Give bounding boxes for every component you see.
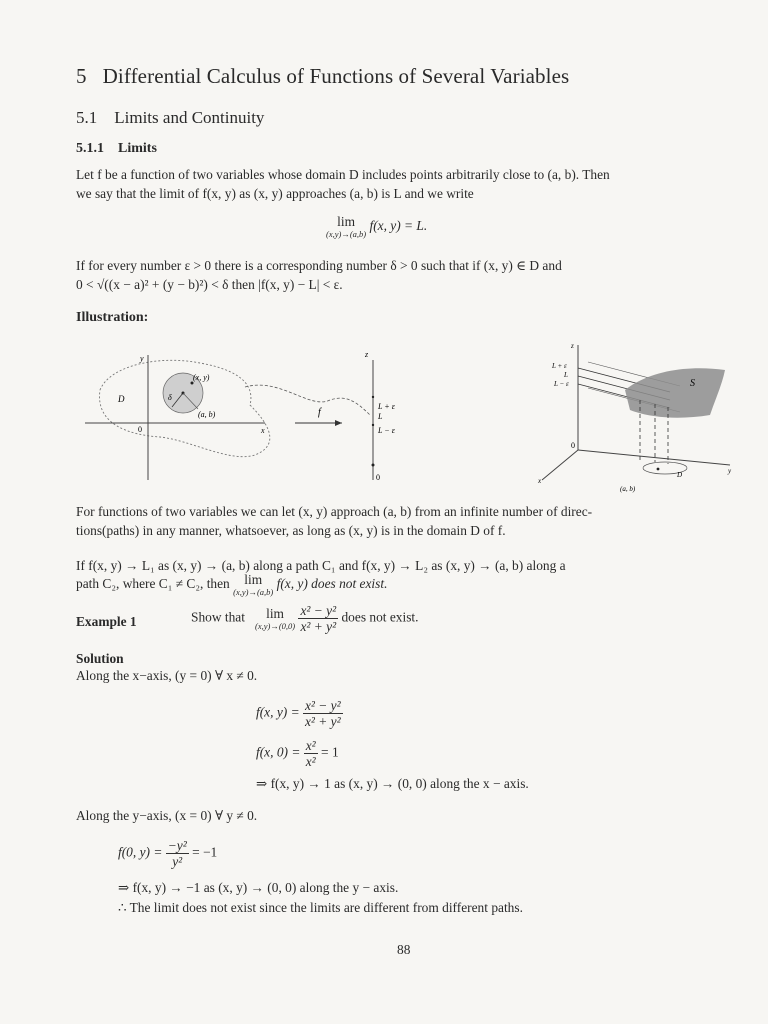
l-plus-label: L + ε: [378, 402, 395, 411]
f0y-denominator: y²: [172, 854, 183, 869]
origin-label: 0: [138, 425, 142, 434]
chapter-title-text: Differential Calculus of Functions of Several Variables: [102, 64, 570, 88]
rule-line-1: If f(x, y) → L₁ as (x, y) → (a, b) along a path C₁ and f(x, y) → L₂ as (x, y) → (a, b) along a: [76, 558, 566, 573]
f-arrowhead: [335, 420, 342, 426]
xy-label: (x, y): [193, 373, 210, 382]
example-tail: does not exist.: [341, 609, 419, 625]
subsection-title: [76, 141, 157, 157]
intro-line-2: we say that the limit of f(x, y) as (x, y) approaches (a, b) is L and we write: [76, 186, 474, 201]
fx0-lhs: f(x, 0) =: [256, 744, 301, 760]
l-minus-label: L − ε: [378, 426, 395, 435]
zero-label: 0: [376, 473, 380, 482]
fx0-denominator: x²: [305, 754, 316, 769]
z-label-3d: z: [571, 342, 574, 350]
l-minus-tick: [372, 424, 374, 426]
subsection-title-text: Limits: [118, 141, 157, 156]
fx0-numerator: x²: [305, 738, 316, 753]
rule-line-2-post: f(x, y) does not exist.: [276, 576, 388, 592]
section-number: 5.1: [76, 108, 98, 127]
illustration-heading: Illustration:: [76, 310, 149, 325]
chapter-number: 5: [76, 64, 87, 88]
lim-subscript: (x,y)→(a,b): [326, 229, 367, 239]
intro-line-1: Let f be a function of two variables whose domain D includes points arbitrarily close to (a, b). Then: [76, 167, 610, 182]
limit-operator: [326, 215, 366, 239]
fx0-rhs: = 1: [321, 744, 339, 760]
fx0-equation: [256, 738, 339, 769]
x-label-3d: x: [538, 477, 542, 485]
l-plus-label-3d: L + ε: [552, 362, 567, 370]
example-fraction: [298, 603, 338, 634]
illustration-right-figure: [530, 340, 745, 495]
example-limit: [255, 607, 295, 631]
l-minus-label-3d: L − ε: [554, 380, 569, 388]
example-lim-sub: (x,y)→(0,0): [254, 620, 296, 631]
limit-expression: f(x, y) = L.: [369, 218, 428, 234]
fxy-lhs: f(x, y) =: [256, 704, 300, 720]
delta-label: δ: [168, 393, 172, 402]
epsilon-line-2: 0 < √((x − a)² + (y − b)²) < δ then |f(x, y) − L| < ε.: [76, 277, 343, 292]
y-label: y: [140, 354, 144, 363]
x-label: x: [261, 426, 265, 435]
solution-heading: Solution: [76, 651, 124, 666]
final-conclusion: ∴ The limit does not exist since the limits are different from different paths.: [118, 900, 523, 915]
illustration-left-figure: [80, 345, 410, 485]
along-y-axis: Along the y−axis, (x = 0) ∀ y ≠ 0.: [76, 808, 258, 823]
ab-label-3d: (a, b): [620, 485, 636, 493]
f0y-equation: [118, 838, 217, 869]
y-label-3d: y: [728, 467, 732, 475]
z-label: z: [365, 350, 369, 359]
z-origin: [372, 464, 375, 467]
l-label: L: [378, 412, 383, 421]
rule-limit: [233, 573, 273, 597]
point-ab-3d: [657, 468, 660, 471]
f0y-fraction: [166, 838, 189, 869]
fx0-fraction: [304, 738, 318, 769]
fxy-numerator: x² − y²: [304, 698, 341, 713]
d-label: D: [118, 394, 125, 404]
ab-label: (a, b): [198, 410, 216, 419]
paths-line-1: For functions of two variables we can let (x, y) approach (a, b) from an infinite number of direc-: [76, 504, 593, 519]
f0y-numerator: −y²: [167, 838, 187, 853]
f0y-lhs: f(0, y) =: [118, 844, 163, 860]
epsilon-line-1: If for every number ε > 0 there is a corresponding number δ > 0 such that if (x, y) ∈ D and: [76, 258, 562, 273]
l-plus-tick: [372, 396, 374, 398]
paths-line-2: tions(paths) in any manner, whatsoever, as long as (x, y) is in the domain D of f.: [76, 523, 506, 538]
fxy-denominator: x² + y²: [304, 714, 341, 729]
s-label: S: [690, 378, 695, 389]
example-denominator: x² + y²: [300, 619, 337, 634]
rule-lim-text: lim: [244, 572, 263, 587]
x-axis-3d: [542, 450, 578, 480]
fxy-equation: [256, 698, 343, 729]
limit-definition: [326, 215, 427, 239]
chapter-title: [76, 64, 569, 89]
section-title: [76, 108, 264, 128]
example-label: Example 1: [76, 614, 137, 629]
page-number: 88: [397, 942, 411, 957]
f-label: f: [318, 407, 321, 418]
example-show: Show that: [191, 609, 245, 625]
origin-3d: 0: [571, 441, 575, 450]
rule-lim-sub: (x,y)→(a,b): [233, 587, 274, 597]
mapping-curve: [245, 385, 370, 415]
example-lim-text: lim: [266, 605, 284, 621]
example-numerator: x² − y²: [300, 603, 337, 618]
f0y-rhs: = −1: [192, 844, 218, 860]
subsection-number: 5.1.1: [76, 141, 104, 156]
rule-line-2: [76, 573, 387, 597]
along-x-axis: Along the x−axis, (y = 0) ∀ x ≠ 0.: [76, 668, 258, 683]
example-statement: [191, 603, 418, 634]
conclusion-y: ⇒ f(x, y) → −1 as (x, y) → (0, 0) along the y − axis.: [118, 880, 399, 895]
rule-line-2-pre: path C₂, where C₁ ≠ C₂, then: [76, 576, 230, 592]
conclusion-x: ⇒ f(x, y) → 1 as (x, y) → (0, 0) along the x − axis.: [256, 776, 529, 791]
fxy-fraction: [303, 698, 343, 729]
section-title-text: Limits and Continuity: [114, 108, 265, 127]
l-label-3d: L: [564, 371, 568, 379]
d-label-3d: D: [677, 471, 683, 479]
lim-text: lim: [337, 214, 355, 229]
